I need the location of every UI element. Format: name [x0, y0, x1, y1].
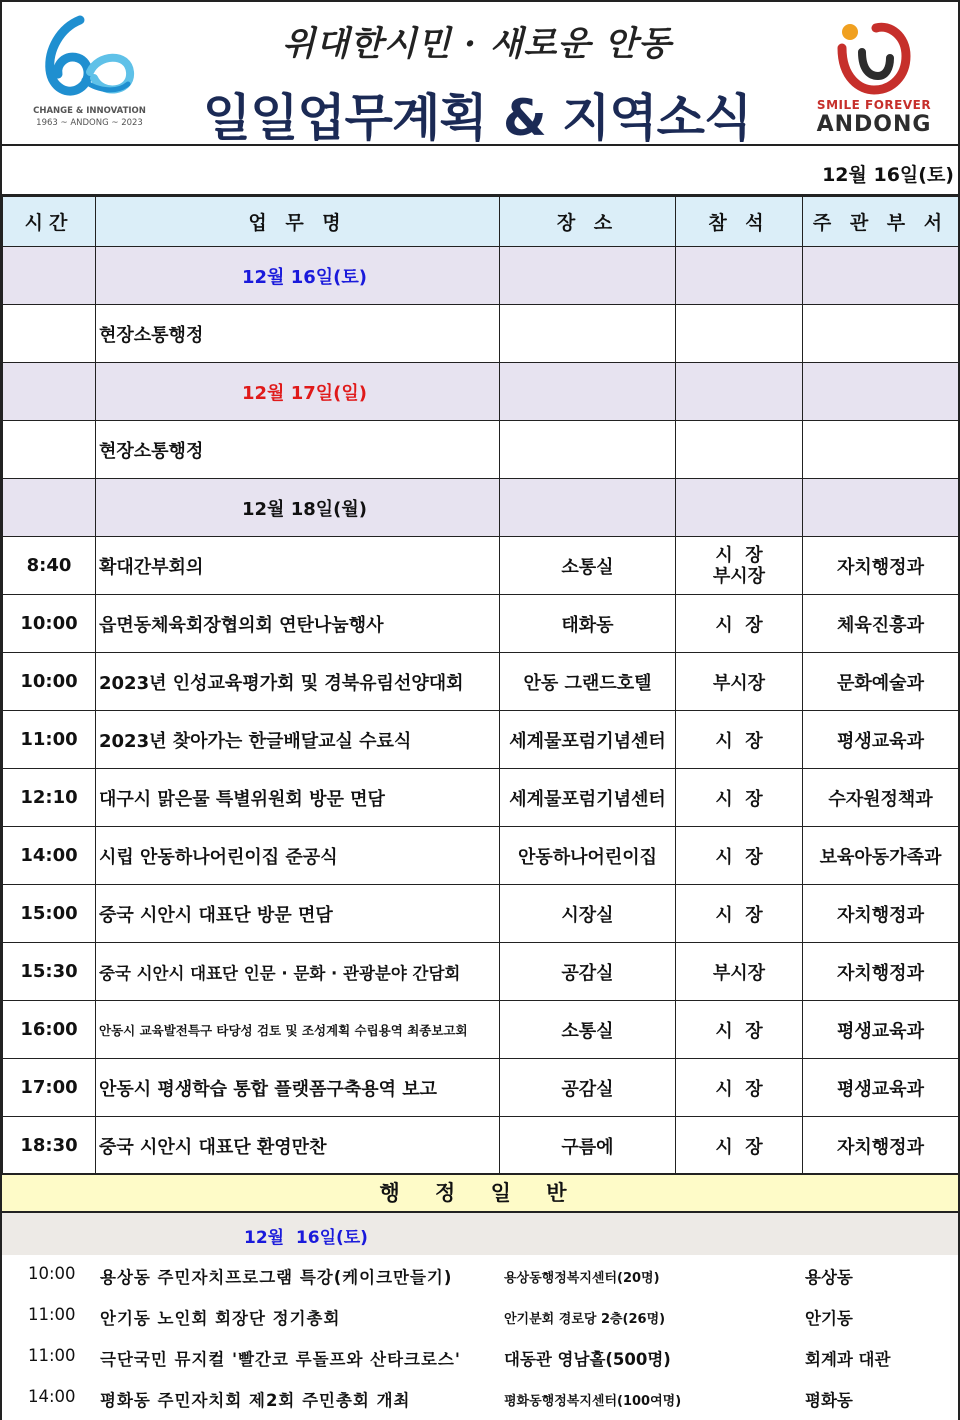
item-dept: 회계과 대관	[805, 1350, 891, 1369]
table-row	[3, 421, 959, 479]
dept-cell: 보육아동가족과	[803, 827, 959, 885]
date-row	[3, 363, 959, 421]
table-row	[3, 711, 959, 769]
andong-logo	[814, 12, 934, 137]
date-row	[3, 247, 959, 305]
time-cell: 11:00	[3, 711, 96, 769]
attend-line2: 부시장	[712, 565, 766, 587]
place-cell: 공감실	[500, 943, 676, 1001]
table-row	[3, 1117, 959, 1175]
attend-cell: 부시장	[676, 943, 803, 1001]
item-title: 극단국민 뮤지컬 '빨간코 루돌프와 산타크로스'	[100, 1350, 461, 1369]
table-row	[3, 827, 959, 885]
place-cell: 세계물포럼기념센터	[500, 711, 676, 769]
item-dept: 용상동	[805, 1268, 853, 1287]
item-title: 평화동 주민자치회 제2회 주민총회 개최	[100, 1391, 411, 1410]
table-row	[3, 595, 959, 653]
place-cell: 구름에	[500, 1117, 676, 1175]
task-cell: 확대간부회의	[96, 537, 500, 595]
task-cell: 중국 시안시 대표단 인문 · 문화 · 관광분야 간담회	[96, 943, 500, 1001]
place-cell: 태화동	[500, 595, 676, 653]
place-cell: 공감실	[500, 1059, 676, 1117]
dept-cell: 체육진흥과	[803, 595, 959, 653]
dept-cell: 자치행정과	[803, 1117, 959, 1175]
task-cell: 현장소통행정	[96, 421, 500, 479]
item-place: 용상동행정복지센터(20명)	[504, 1271, 660, 1286]
header-time: 시간	[3, 197, 96, 247]
task-cell: 2023년 찾아가는 한글배달교실 수료식	[96, 711, 500, 769]
item-time: 10:00	[28, 1264, 76, 1283]
dept-cell: 평생교육과	[803, 1059, 959, 1117]
table-row	[3, 537, 959, 595]
task-cell: 중국 시안시 대표단 방문 면담	[96, 885, 500, 943]
dept-cell: 문화예술과	[803, 653, 959, 711]
time-cell: 18:30	[3, 1117, 96, 1175]
date-label: 12월 18일(월)	[242, 498, 367, 520]
list-item	[2, 1296, 958, 1336]
list-item	[2, 1255, 958, 1295]
task-cell: 안동시 교육발전특구 타당성 검토 및 조성계획 수립용역 최종보고회	[96, 1001, 500, 1059]
item-place: 대동관 영남홀(500명)	[504, 1350, 671, 1369]
header-attend: 참 석	[676, 197, 803, 247]
item-place: 평화동행정복지센터(100여명)	[504, 1394, 682, 1409]
place-cell: 안동하나어린이집	[500, 827, 676, 885]
time-cell: 15:00	[3, 885, 96, 943]
general-date: 12월 16일(토)	[244, 1228, 368, 1248]
logo-right-line1: SMILE FOREVER	[816, 98, 932, 112]
task-cell: 대구시 맑은물 특별위원회 방문 면담	[96, 769, 500, 827]
task-cell: 시립 안동하나어린이집 준공식	[96, 827, 500, 885]
list-item	[2, 1337, 958, 1377]
time-cell: 10:00	[3, 653, 96, 711]
item-time: 14:00	[28, 1387, 76, 1406]
table-row	[3, 305, 959, 363]
logo-right-line2: ANDONG	[816, 112, 932, 137]
header-task: 업 무 명	[96, 197, 500, 247]
table-row	[3, 769, 959, 827]
table-row	[3, 653, 959, 711]
time-cell: 10:00	[3, 595, 96, 653]
task-cell: 현장소통행정	[96, 305, 500, 363]
item-title: 안기동 노인회 회장단 정기총회	[100, 1309, 341, 1328]
item-time: 11:00	[28, 1305, 76, 1324]
attend-cell: 시 장	[676, 1059, 803, 1117]
dept-cell: 평생교육과	[803, 1001, 959, 1059]
slogan: 위대한시민 · 새로운 안동	[282, 24, 672, 64]
item-place: 안기분회 경로당 2층(26명)	[504, 1312, 666, 1327]
place-cell: 세계물포럼기념센터	[500, 769, 676, 827]
attend-cell: 시 장	[676, 1117, 803, 1175]
logo-left-line1: CHANGE & INNOVATION	[33, 106, 146, 116]
place-cell: 소통실	[500, 1001, 676, 1059]
smile-andong-icon	[814, 12, 934, 96]
item-title: 용상동 주민자치프로그램 특강(케이크만들기)	[100, 1268, 453, 1287]
dept-cell: 평생교육과	[803, 711, 959, 769]
general-section-title: 행 정 일 반	[2, 1173, 958, 1213]
task-cell: 읍면동체육회장협의회 연탄나눔행사	[96, 595, 500, 653]
general-date-bar	[2, 1213, 958, 1255]
dept-cell: 자치행정과	[803, 885, 959, 943]
attend-cell: 시 장	[676, 1001, 803, 1059]
item-dept: 안기동	[805, 1309, 853, 1328]
attend-cell: 시 장	[676, 885, 803, 943]
table-row	[3, 1001, 959, 1059]
table-row	[3, 1059, 959, 1117]
header-dept: 주 관 부 서	[803, 197, 959, 247]
attend-cell: 시 장	[676, 769, 803, 827]
time-cell: 17:00	[3, 1059, 96, 1117]
dept-cell: 자치행정과	[803, 537, 959, 595]
time-cell: 8:40	[3, 537, 96, 595]
date-row	[3, 479, 959, 537]
time-cell: 12:10	[3, 769, 96, 827]
time-cell: 16:00	[3, 1001, 96, 1059]
table-row	[3, 943, 959, 1001]
header	[2, 0, 958, 146]
table-header-row	[3, 197, 959, 247]
schedule-table	[2, 196, 959, 1175]
sixty-icon	[32, 14, 147, 104]
attend-cell: 시 장	[676, 595, 803, 653]
page-title: 일일업무계획 & 지역소식	[202, 89, 752, 147]
attend-cell	[676, 537, 803, 595]
logo-left-line2: 1963 ~ ANDONG ~ 2023	[36, 118, 143, 128]
task-cell: 안동시 평생학습 통합 플랫폼구축용역 보고	[96, 1059, 500, 1117]
report-date-bar	[2, 148, 958, 196]
attend-line1: 시 장	[715, 544, 763, 566]
place-cell: 안동 그랜드호텔	[500, 653, 676, 711]
attend-cell: 부시장	[676, 653, 803, 711]
time-cell: 14:00	[3, 827, 96, 885]
date-label: 12월 17일(일)	[242, 382, 367, 404]
report-date: 12월 16일(토)	[822, 164, 954, 186]
header-place: 장 소	[500, 197, 676, 247]
time-cell: 15:30	[3, 943, 96, 1001]
dept-cell: 자치행정과	[803, 943, 959, 1001]
place-cell: 시장실	[500, 885, 676, 943]
item-dept: 평화동	[805, 1391, 853, 1410]
place-cell: 소통실	[500, 537, 676, 595]
anniversary-logo	[32, 14, 147, 134]
task-cell: 2023년 인성교육평가회 및 경북유림선양대회	[96, 653, 500, 711]
task-cell: 중국 시안시 대표단 환영만찬	[96, 1117, 500, 1175]
list-item	[2, 1378, 958, 1418]
table-row	[3, 885, 959, 943]
dept-cell: 수자원정책과	[803, 769, 959, 827]
item-time: 11:00	[28, 1346, 76, 1365]
attend-cell: 시 장	[676, 827, 803, 885]
attend-cell: 시 장	[676, 711, 803, 769]
date-label: 12월 16일(토)	[242, 266, 367, 288]
